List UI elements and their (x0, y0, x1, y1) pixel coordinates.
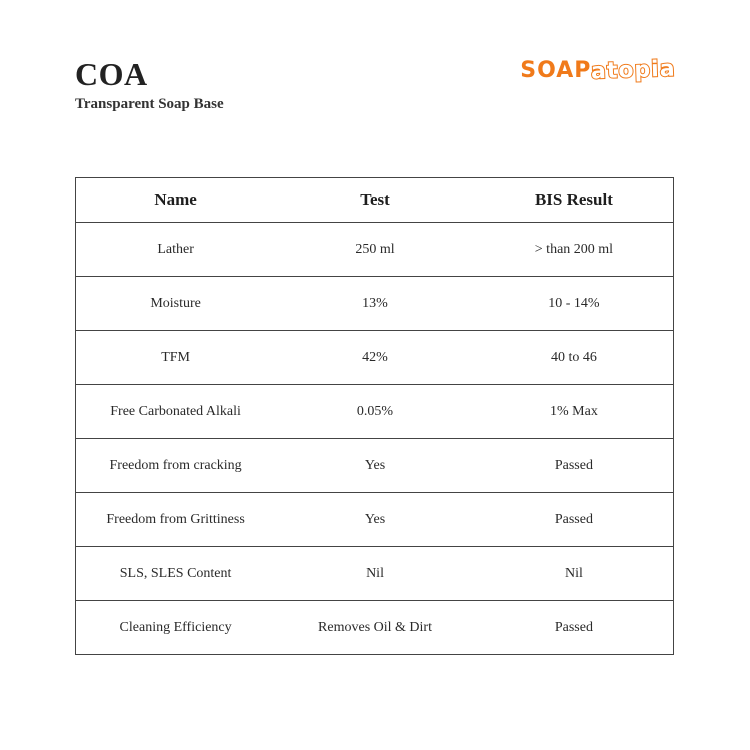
table-row (76, 385, 674, 439)
page-subtitle: Transparent Soap Base (75, 96, 224, 112)
cell-name: TFM (76, 331, 276, 385)
cell-test: 0.05% (275, 385, 475, 439)
cell-test: Nil (275, 547, 475, 601)
cell-test: Yes (275, 439, 475, 493)
table-header-row (76, 178, 674, 223)
cell-bis-result: Passed (475, 601, 674, 655)
cell-test: 250 ml (275, 223, 475, 277)
table-row (76, 493, 674, 547)
cell-bis-result: 10 - 14% (475, 277, 674, 331)
table-row (76, 223, 674, 277)
table-row (76, 277, 674, 331)
cell-test: 13% (275, 277, 475, 331)
cell-name: Moisture (76, 277, 276, 331)
cell-test: 42% (275, 331, 475, 385)
table-row (76, 331, 674, 385)
cell-name: Lather (76, 223, 276, 277)
column-header-test: Test (275, 178, 475, 223)
cell-test: Yes (275, 493, 475, 547)
cell-bis-result: 40 to 46 (475, 331, 674, 385)
table-row (76, 547, 674, 601)
soapatopia-logo (520, 56, 677, 85)
cell-test: Removes Oil & Dirt (275, 601, 475, 655)
cell-bis-result: > than 200 ml (475, 223, 674, 277)
page-title: COA (75, 56, 148, 92)
cell-name: Free Carbonated Alkali (76, 385, 276, 439)
table-row (76, 439, 674, 493)
column-header-bis-result: BIS Result (475, 178, 674, 223)
cell-bis-result: Passed (475, 493, 674, 547)
cell-bis-result: Passed (475, 439, 674, 493)
cell-name: Freedom from Grittiness (76, 493, 276, 547)
cell-name: Freedom from cracking (76, 439, 276, 493)
table-row (76, 601, 674, 655)
column-header-name: Name (76, 178, 276, 223)
logo-text-main: SOAP (520, 58, 592, 83)
cell-bis-result: Nil (475, 547, 674, 601)
logo-text-tail: atopia (590, 56, 677, 85)
cell-name: Cleaning Efficiency (76, 601, 276, 655)
cell-bis-result: 1% Max (475, 385, 674, 439)
cell-name: SLS, SLES Content (76, 547, 276, 601)
coa-table (75, 177, 674, 655)
